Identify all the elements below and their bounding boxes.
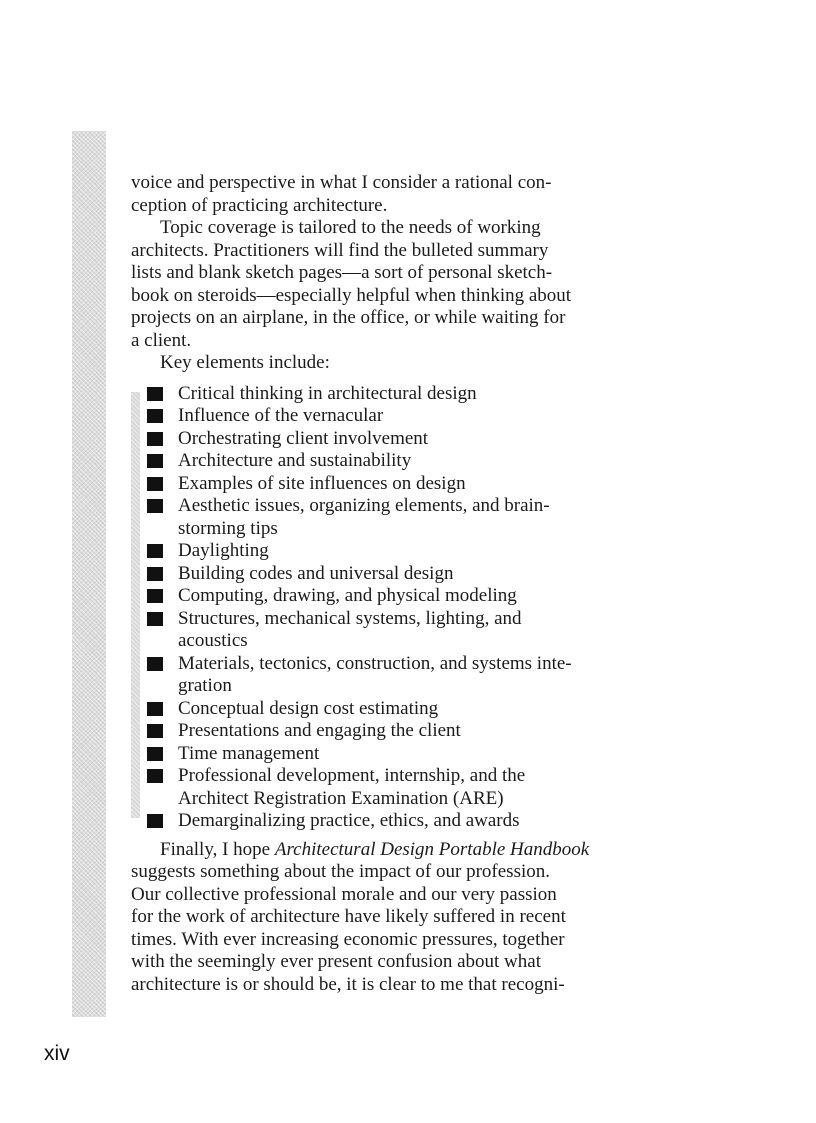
square-bullet-icon: [147, 589, 163, 603]
list-item-text: Conceptual design cost estimating: [178, 697, 439, 719]
square-bullet-icon: [147, 409, 163, 423]
square-bullet-icon: [147, 702, 163, 716]
closing-lead-text: Finally, I hope: [160, 838, 275, 860]
list-item-text: Critical thinking in architectural design: [178, 382, 477, 404]
text-line: suggests something about the impact of our profession.: [131, 861, 550, 882]
list-item-text: Computing, drawing, and physical modeling: [178, 585, 517, 606]
text-line: architects. Practitioners will find the bulleted summary: [131, 239, 549, 261]
list-item-text: storming tips: [178, 517, 278, 539]
square-bullet-icon: [147, 769, 163, 783]
page-number: xiv: [44, 1042, 70, 1065]
list-item-text: Building codes and universal design: [178, 562, 454, 584]
list-item-text: Presentations and engaging the client: [178, 720, 461, 741]
list-item: [131, 383, 691, 406]
text-line: Our collective professional morale and our very passion: [131, 883, 557, 905]
text-line: [131, 839, 691, 862]
list-item-text: Daylighting: [178, 540, 269, 561]
list-item: [131, 720, 691, 743]
intro-paragraph: [131, 172, 691, 217]
list-item: [131, 765, 691, 810]
square-bullet-icon: [147, 724, 163, 738]
text-line: times. With ever increasing economic pressures, together: [131, 928, 565, 950]
list-item: [131, 428, 691, 451]
text-line: ception of practicing architecture.: [131, 194, 388, 216]
list-item: [131, 495, 691, 540]
list-item-text: Demarginalizing practice, ethics, and awards: [178, 810, 520, 831]
list-item-text: Examples of site influences on design: [178, 472, 466, 494]
list-item: [131, 473, 691, 496]
key-elements-list-container: [131, 383, 691, 833]
text-line: for the work of architecture have likely suffered in recent: [131, 906, 566, 927]
square-bullet-icon: [147, 454, 163, 468]
square-bullet-icon: [147, 387, 163, 401]
text-line: architecture is or should be, it is clear to me that recogni-: [131, 973, 565, 995]
list-item: [131, 405, 691, 428]
square-bullet-icon: [147, 477, 163, 491]
text-line: Key elements include:: [160, 352, 330, 373]
list-item: [131, 563, 691, 586]
list-item: [131, 698, 691, 721]
list-item-text: Orchestrating client involvement: [178, 427, 429, 449]
list-item: [131, 653, 691, 698]
book-title: Architectural Design Portable Handbook: [274, 838, 590, 860]
text-line: lists and blank sketch pages—a sort of personal sketch-: [131, 262, 553, 283]
square-bullet-icon: [147, 544, 163, 558]
text-line: with the seemingly ever present confusion about what: [131, 951, 541, 972]
text-line: Topic coverage is tailored to the needs of working: [160, 217, 541, 238]
list-item-text: acoustics: [178, 630, 248, 651]
closing-paragraph: [131, 839, 691, 997]
list-item-text: gration: [178, 675, 232, 696]
list-item: [131, 608, 691, 653]
square-bullet-icon: [147, 612, 163, 626]
list-item: [131, 743, 691, 766]
list-item-text: Aesthetic issues, organizing elements, and brain-: [178, 495, 550, 516]
list-item: [131, 810, 691, 833]
key-elements-intro: [131, 352, 691, 375]
square-bullet-icon: [147, 499, 163, 513]
list-item: [131, 585, 691, 608]
list-item-text: Architecture and sustainability: [178, 450, 412, 471]
list-item-text: Professional development, internship, and the: [178, 765, 526, 786]
text-line: projects on an airplane, in the office, or while waiting for: [131, 307, 566, 328]
square-bullet-icon: [147, 567, 163, 581]
text-line: voice and perspective in what I consider a rational con-: [131, 172, 552, 193]
list-item: [131, 540, 691, 563]
page-body: [131, 172, 691, 996]
list-item-text: Materials, tectonics, construction, and systems inte-: [178, 652, 572, 674]
list-item-text: Influence of the vernacular: [178, 405, 384, 426]
square-bullet-icon: [147, 657, 163, 671]
text-line: a client.: [131, 329, 192, 351]
text-line: book on steroids—especially helpful when thinking about: [131, 284, 572, 306]
key-elements-list: [131, 383, 691, 833]
list-item-text: Architect Registration Examination (ARE): [178, 787, 504, 809]
square-bullet-icon: [147, 432, 163, 446]
square-bullet-icon: [147, 814, 163, 828]
list-item-text: Structures, mechanical systems, lighting, and: [178, 607, 522, 629]
square-bullet-icon: [147, 747, 163, 761]
margin-shading-band: [72, 131, 106, 1017]
list-item-text: Time management: [178, 742, 320, 764]
list-item: [131, 450, 691, 473]
coverage-paragraph: [131, 217, 691, 352]
